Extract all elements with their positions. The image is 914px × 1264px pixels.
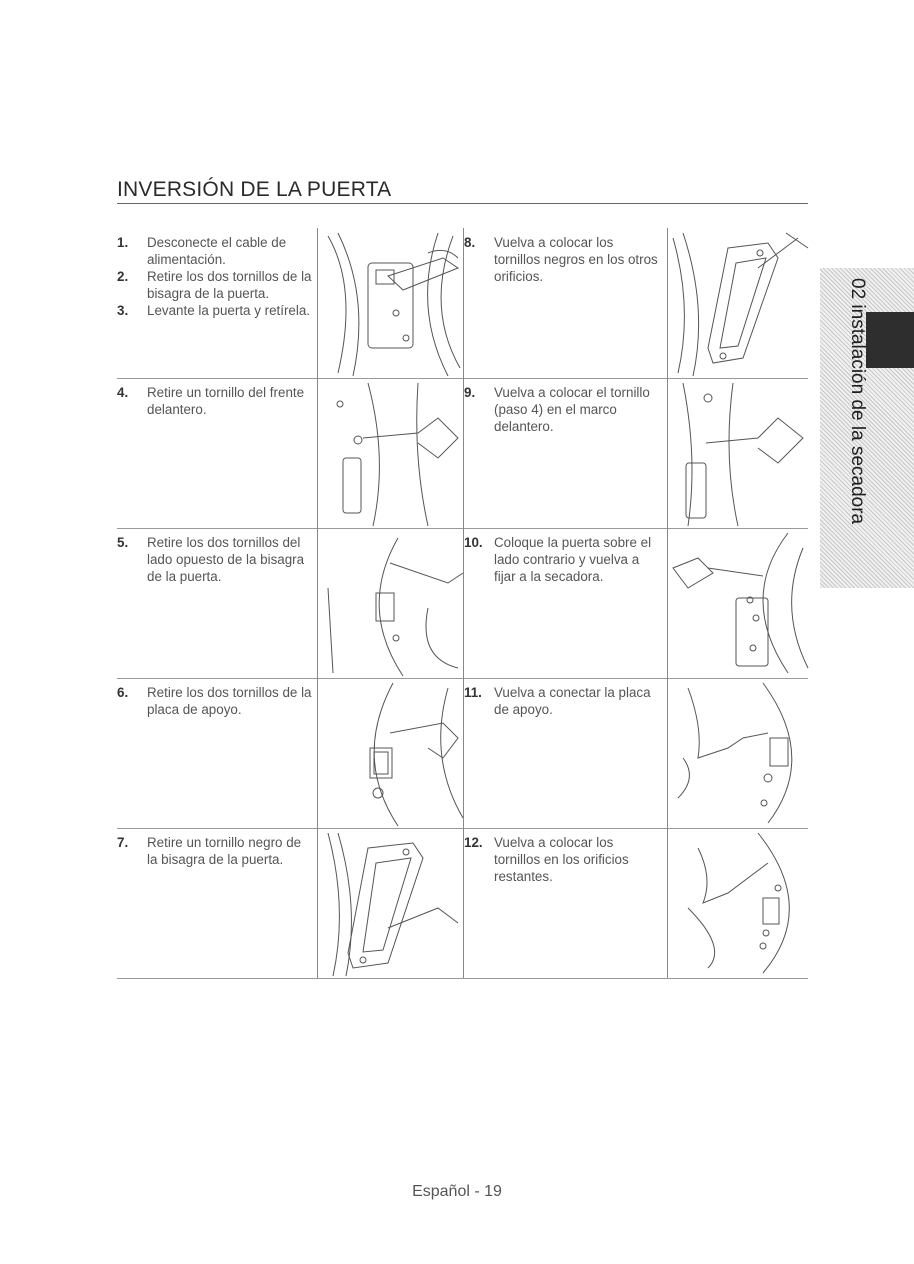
step-number: 4. bbox=[117, 385, 129, 400]
instruction-cell bbox=[117, 828, 464, 978]
step-number: 9. bbox=[464, 385, 476, 400]
side-tab-marker bbox=[866, 312, 914, 368]
step-text-block bbox=[117, 384, 313, 418]
instruction-cell bbox=[464, 828, 808, 978]
step-item bbox=[464, 534, 662, 585]
step-number: 11. bbox=[464, 685, 482, 700]
step-label: Retire los dos tornillos del lado opuesto de la bisagra de la puerta. bbox=[147, 535, 305, 584]
step-item bbox=[464, 384, 662, 435]
step-item bbox=[117, 302, 313, 319]
step-label: Vuelva a colocar los tornillos negros en los otros orificios. bbox=[494, 235, 658, 284]
step-item bbox=[117, 684, 313, 718]
side-tab-label: 02 instalación de la secadora bbox=[847, 278, 868, 525]
illustration-opposite-hinge-screws bbox=[317, 528, 464, 678]
instruction-cell bbox=[117, 528, 464, 678]
illustration-screws-reinsertion bbox=[667, 228, 809, 378]
illustration-front-screw-removal bbox=[317, 378, 464, 528]
instruction-grid bbox=[117, 228, 808, 978]
step-text-block bbox=[464, 534, 662, 585]
step-item bbox=[464, 684, 662, 718]
instruction-row bbox=[117, 378, 808, 529]
step-text-block bbox=[464, 234, 662, 285]
page-footer: Español - 19 bbox=[412, 1183, 502, 1200]
illustration-remaining-screws bbox=[667, 828, 809, 978]
step-item bbox=[117, 234, 313, 268]
title-divider bbox=[117, 203, 808, 204]
step-item bbox=[464, 834, 662, 885]
step-label: Retire un tornillo negro de la bisagra de la puerta. bbox=[147, 835, 302, 867]
instruction-cell bbox=[464, 228, 808, 378]
step-text-block bbox=[117, 834, 313, 868]
step-text-block bbox=[117, 534, 313, 585]
step-item bbox=[117, 268, 313, 302]
step-number: 3. bbox=[117, 303, 129, 318]
step-label: Retire los dos tornillos de la bisagra de la puerta. bbox=[147, 269, 312, 301]
step-item bbox=[117, 534, 313, 585]
step-text-block bbox=[117, 684, 313, 718]
instruction-cell bbox=[464, 528, 808, 678]
step-label: Retire los dos tornillos de la placa de apoyo. bbox=[147, 685, 312, 717]
instruction-cell bbox=[464, 378, 808, 528]
instruction-cell bbox=[117, 228, 464, 378]
step-label: Vuelva a conectar la placa de apoyo. bbox=[494, 685, 651, 717]
step-number: 10. bbox=[464, 535, 483, 550]
step-label: Levante la puerta y retírela. bbox=[147, 303, 311, 318]
step-text-block bbox=[117, 234, 313, 319]
instruction-cell bbox=[117, 678, 464, 828]
step-number: 1. bbox=[117, 235, 129, 250]
step-number: 2. bbox=[117, 269, 129, 284]
instruction-cell bbox=[464, 678, 808, 828]
step-item bbox=[117, 384, 313, 418]
step-item bbox=[464, 234, 662, 285]
step-text-block bbox=[464, 834, 662, 885]
illustration-backing-plate-reconnect bbox=[667, 678, 809, 828]
instruction-row bbox=[117, 678, 808, 829]
instruction-row bbox=[117, 528, 808, 679]
step-text-block bbox=[464, 384, 662, 435]
illustration-backing-plate-removal bbox=[317, 678, 464, 828]
step-number: 5. bbox=[117, 535, 129, 550]
step-label: Coloque la puerta sobre el lado contrario y vuelva a fijar a la secadora. bbox=[494, 535, 652, 584]
instruction-row bbox=[117, 828, 808, 979]
step-text-block bbox=[464, 684, 662, 718]
step-label: Vuelva a colocar el tornillo (paso 4) en el marco delantero. bbox=[494, 385, 650, 434]
step-number: 12. bbox=[464, 835, 483, 850]
instruction-row bbox=[117, 228, 808, 379]
instruction-cell bbox=[117, 378, 464, 528]
step-number: 7. bbox=[117, 835, 129, 850]
illustration-hinge-screws-removal bbox=[317, 228, 464, 378]
illustration-door-reattach bbox=[667, 528, 809, 678]
step-label: Retire un tornillo del frente delantero. bbox=[147, 385, 305, 417]
step-label: Vuelva a colocar los tornillos en los orificios restantes. bbox=[494, 835, 629, 884]
step-label: Desconecte el cable de alimentación. bbox=[147, 235, 287, 267]
page-title: INVERSIÓN DE LA PUERTA bbox=[117, 178, 392, 201]
step-number: 8. bbox=[464, 235, 476, 250]
illustration-front-screw-reinsertion bbox=[667, 378, 809, 528]
step-item bbox=[117, 834, 313, 868]
step-number: 6. bbox=[117, 685, 129, 700]
illustration-black-hinge-screw bbox=[317, 828, 464, 978]
